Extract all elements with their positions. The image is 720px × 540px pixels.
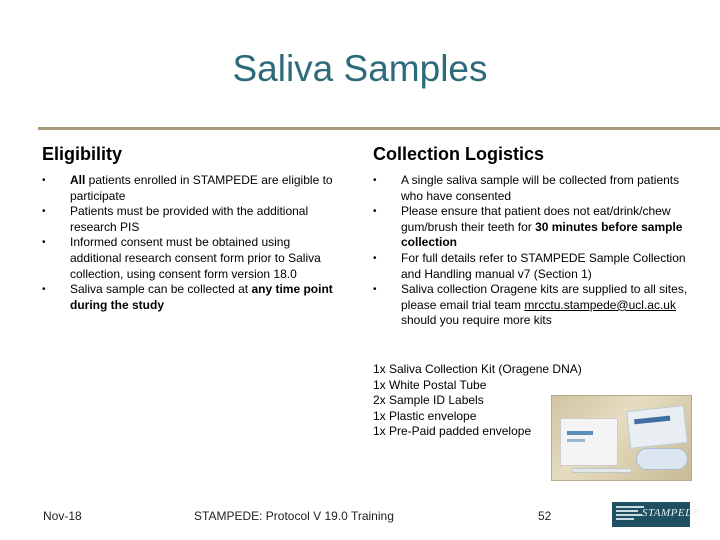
kit-box-image: [560, 418, 618, 466]
footer-title: STAMPEDE: Protocol V 19.0 Training: [194, 509, 394, 523]
bullet-item: [42, 204, 342, 235]
bullet-item: [373, 282, 703, 329]
collection-stick-image: [572, 468, 632, 473]
kit-pack-image: [626, 405, 688, 449]
bullet-text: should you require more kits: [401, 313, 552, 328]
bullet-text: For full details refer to STAMPEDE Sample Collection and Handling manual v7 (Section 1): [401, 250, 686, 281]
bold-text: All: [70, 173, 86, 187]
title-divider: [38, 127, 720, 130]
eligibility-heading: Eligibility: [42, 144, 123, 164]
logistics-heading: Collection Logistics: [373, 144, 545, 164]
email-link[interactable]: mrcctu.stampede@ucl.ac.uk: [524, 297, 676, 312]
bullet-text: Saliva sample can be collected at: [70, 282, 252, 297]
logo-text: STAMPEDE: [642, 507, 701, 519]
bold-text: 30 minutes before sample collection: [401, 219, 683, 250]
bullet-text: Informed consent must be obtained using additional research consent form prior to Saliva collection, using consent form version 18.0: [70, 235, 321, 281]
kit-item: 1x Plastic envelope: [373, 408, 477, 423]
bullet-text: Please ensure that patient does not eat/drink/chew gum/brush their teeth for: [401, 204, 671, 234]
logo-lines-icon: [616, 506, 644, 523]
bullet-text: Patients must be provided with the additional research PIS: [70, 204, 309, 234]
kit-item: 1x Saliva Collection Kit (Oragene DNA): [373, 362, 582, 376]
kit-item: 2x Sample ID Labels: [373, 393, 484, 408]
stampede-logo: [612, 502, 701, 527]
bullet-item: [373, 173, 703, 204]
bold-text: any time point during the study: [70, 282, 333, 312]
bullet-item: [373, 251, 703, 282]
logistics-section: [373, 144, 703, 329]
kit-item: 1x White Postal Tube: [373, 377, 487, 392]
kit-item: 1x Pre-Paid padded envelope: [373, 424, 532, 439]
bullet-item: [42, 173, 342, 204]
slide-title: Saliva Samples: [232, 48, 488, 89]
logistics-list: [373, 173, 703, 329]
bullet-item: [42, 282, 342, 313]
eligibility-section: [42, 144, 342, 313]
bullet-text: A single saliva sample will be collected from patients who have consented: [401, 173, 680, 203]
bullet-item: [373, 204, 703, 251]
bullet-text: patients enrolled in STAMPEDE are eligible to participate: [70, 173, 333, 203]
postal-tube-image: [636, 448, 688, 470]
footer-date: Nov-18: [43, 509, 82, 523]
page-number: 52: [538, 509, 552, 523]
bullet-text: Saliva collection Oragene kits are supplied to all sites, please email trial team: [401, 282, 688, 312]
eligibility-list: [42, 173, 342, 313]
saliva-kit-photo: [551, 395, 692, 481]
bullet-item: [42, 235, 342, 282]
